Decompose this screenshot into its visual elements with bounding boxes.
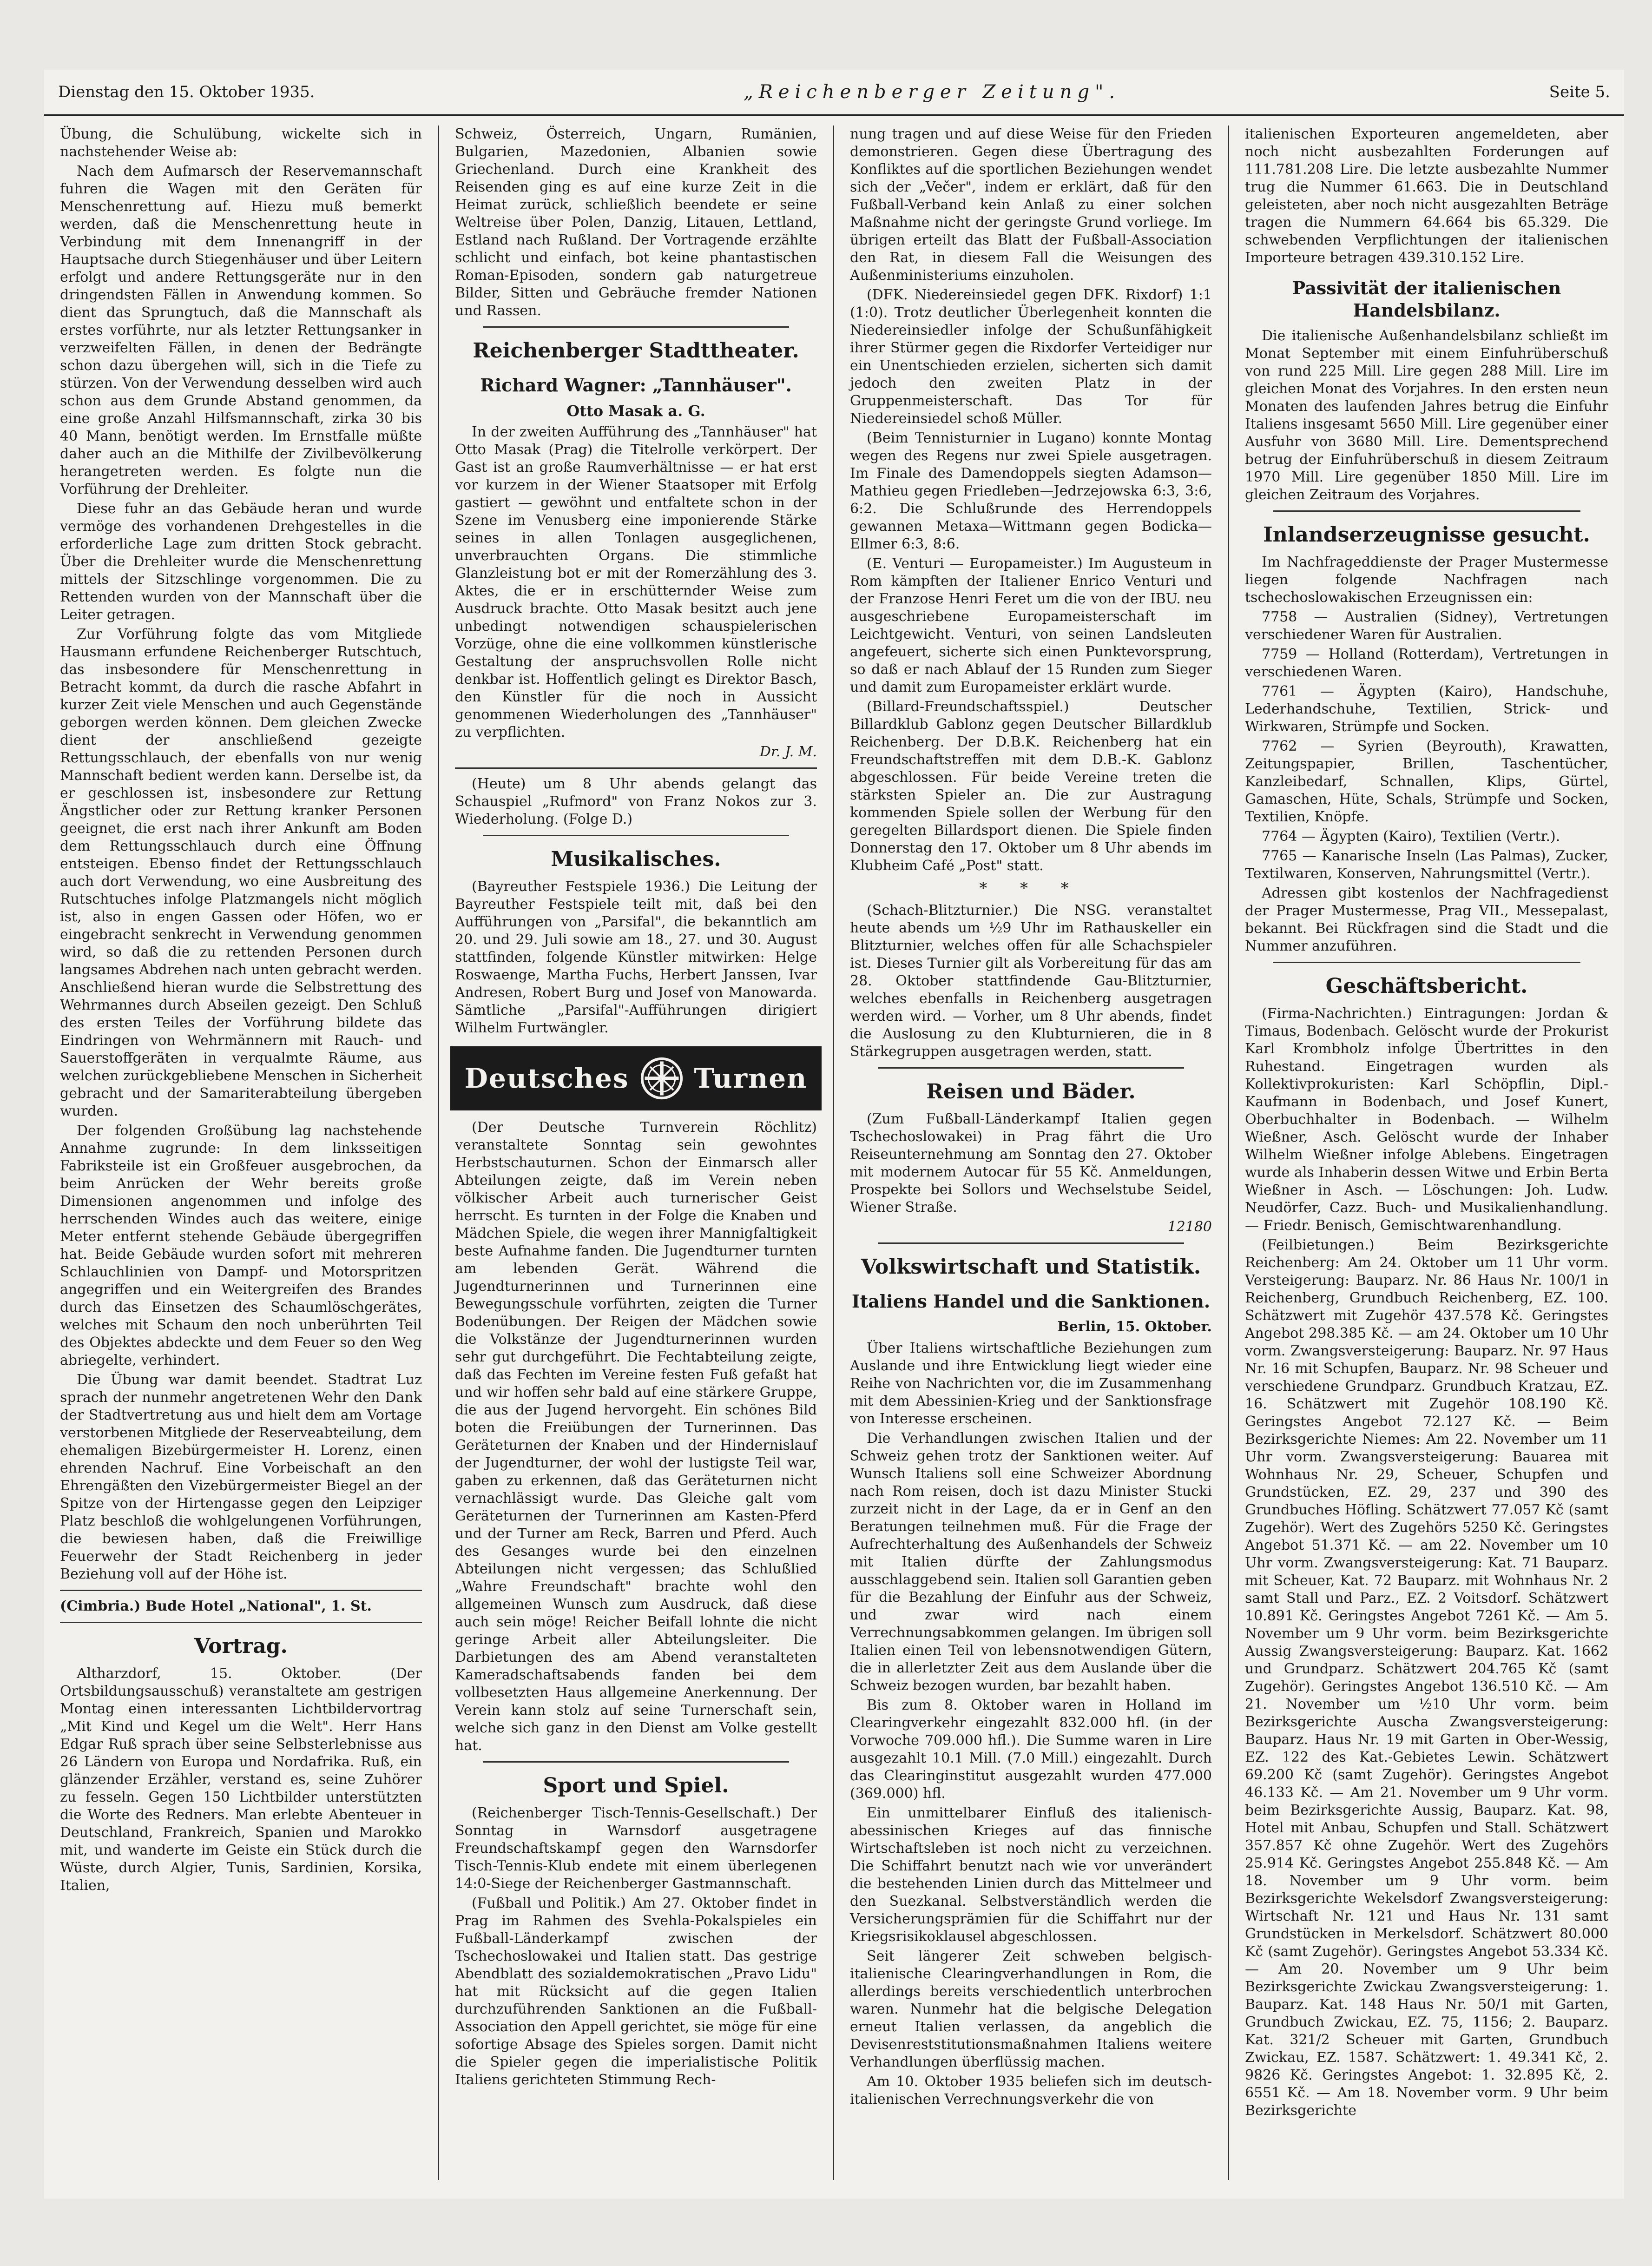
article-headline-passivitaet: Passivität der italienischen Handelsbilanz. [1292, 277, 1561, 321]
article-paragraph: (Heute) um 8 Uhr abends gelangt das Schauspiel „Rufmord" von Franz Nokos zur 3. Wiederholung. (Folge D.) [455, 776, 817, 827]
article-paragraph: nung tragen und auf diese Weise für den Frieden demonstrieren. Gegen diese Übertragung des Konfliktes auf die sportlichen Beziehungen wendet sich der „Večer", indem er erklärt, daß für den Fußball-Verband kein Anlaß zu einer solchen Maßnahme nicht der geringste Grund vorliege. Im übrigen erteilt das Blatt der Fußball-Association den Rat, in diesem Fall die Weisungen des Außenministeriums einzuholen. [850, 126, 1212, 284]
article-paragraph: (Beim Tennisturnier in Lugano) konnte Montag wegen des Regens nur zwei Spiele ausgetragen. Im Finale des Damendoppels siegten Adamson—Mathieu gegen Friedleben—Jedrzejowska 6:3, 3:6, 6:2. Die Schlußrunde des Herrendoppels gewannen Metaxa—Wittmann gegen Bodicka—Ellmer 6:3, 8:6. [850, 430, 1212, 552]
author-signature: Dr. J. M. [759, 744, 817, 760]
article-paragraph: (Billard-Freundschaftsspiel.) Deutscher Billardklub Gablonz gegen Deutscher Billardklub Reichenberg. Der D.B.K. Reichenberg hat ein Freundschaftstreffen mit dem D.B.-K. Gablonz abgeschlossen. Für beide Vereine treten die stärksten Spieler an. Die zur Austragung kommenden Spiele sollen der Werbung für den geregelten Billardsport dienen. Die Spiele finden Donnerstag den 17. Oktober um 8 Uhr abends im Klubheim Café „Post" statt. [850, 699, 1212, 874]
article-subheadline: Otto Masak a. G. [566, 402, 705, 420]
column-4 [1229, 126, 1624, 2180]
inquiry-item: 7764 — Ägypten (Kairo), Textilien (Vertr.). [1262, 828, 1560, 845]
article-paragraph: In der zweiten Aufführung des „Tannhäuser" hat Otto Masak (Prag) die Titelrolle verkörpert. Der Gast ist an große Raumverhältnisse — er hat erst vor kurzem in der Wiener Staatsoper mit Erfolg gastiert — gewöhnt und entfaltete schon in der Szene im Venusberg eine imponierende Stärke seines in allen Tonlagen ausgeglichenen, unverbrauchten Organs. Die stimmliche Glanzleistung bot er mit der Romerzählung des 3. Aktes, die er in erschütternder Weise zum Ausdruck brachte. Otto Masak besitzt auch jene unbedingt notwendigen schauspielerischen Vorzüge, ohne die eine vollkommen künstlerische Gestaltung der anspruchsvollen Rolle nicht denkbar ist. Hoffentlich gelingt es Direktor Basch, den Künstler für die noch in Aussicht genommenen Wiederholungen des „Tannhäuser" zu verpflichten. [455, 424, 817, 740]
article-paragraph: Übung, die Schulübung, wickelte sich in nachstehender Weise ab: [60, 126, 422, 160]
turner-cross-emblem-icon [639, 1056, 684, 1101]
article-paragraph: Die Übung war damit beendet. Stadtrat Luz sprach der nunmehr angetretenen Wehr den Dank der Stadtvertretung aus und hielt dem am Vortage verstorbenen Mitgliede der Reserveabteilung, dem ehemaligen Bizebürgermeister H. Lorenz, einen ehrenden Nachruf. Eine Vorbeischaft an den Ehrengäßten den Vizebürgermeister Biegel an der Spitze von der Hirtengasse gegen den Leipziger Platz beschloß die wohlgelungenen Vorführungen, die bewiesen haben, daß die Freiwillige Feuerwehr der Stadt Reichenberg in jeder Beziehung voll auf der Höhe ist. [60, 1372, 422, 1582]
article-headline-tannhaeuser: Richard Wagner: „Tannhäuser". [480, 375, 792, 396]
article-paragraph: (E. Venturi — Europameister.) Im Augusteum in Rom kämpften der Italiener Enrico Venturi und der Franzose Henri Feret um die von der IBU. neu ausgeschriebene Europameisterschaft im Leichtgewicht. Venturi, von seinen Landsleuten angefeuert, sicherte sich einen Punktevorsprung, so daß er nach Ablauf der 15 Runden zum Sieger und damit zum Europameister erklärt wurde. [850, 555, 1212, 695]
article-paragraph: Ein unmittelbarer Einfluß des italienisch-abessinischen Krieges auf das finnische Wirtschaftsleben ist noch nicht zu verzeichnen. Die Schiffahrt benutzt nach wie vor unverändert die bestehenden Linien durch das Mittelmeer und den Suezkanal. Selbstverständlich werden die Versicherungsprämien für die Schiffahrt nur der Kriegsrisikoklausel abgeschlossen. [850, 1805, 1212, 1945]
divider [60, 1622, 422, 1623]
article-paragraph: Bis zum 8. Oktober waren in Holland im Clearingverkehr eingezahlt 832.000 hfl. (in der Vorwoche 709.000 hfl.). Die Summe waren in Lire ausgezahlt 10.1 Mill. (7.0 Mill.) eingezahlt. Durch das Clearinginstitut ausgezahlt wurden 477.000 (369.000) hfl. [850, 1697, 1212, 1802]
section-heading-vortrag: Vortrag. [194, 1634, 288, 1658]
section-heading-reisen: Reisen und Bäder. [926, 1080, 1136, 1103]
article-paragraph: (DFK. Niedereinsiedel gegen DFK. Rixdorf) 1:1 (1:0). Trotz deutlicher Überlegenheit konnten die Niedereinsiedler infolge der Schußunfähigkeit ihrer Stürmer gegen die Rixdorfer Verteidiger nur ein Unentschieden erzielen, sicherten sich damit jedoch den zweiten Platz in der Gruppenmeisterschaft. Das Tor für Niedereinsiedel schoß Müller. [850, 287, 1212, 427]
article-paragraph: Altharzdorf, 15. Oktober. (Der Ortsbildungsausschuß) veranstaltete am gestrigen Montag einen interessanten Lichtbildervortrag „Mit Kind und Kegel um die Welt". Herr Hans Edgar Ruß sprach über seine Selbsterlebnisse aus 26 Ländern von Europa und Nordafrika. Ruß, ein glänzender Erzähler, verstand es, seine Zuhörer zu fesseln. Gegen 150 Lichtbilder unterstützten die Worte des Redners. Man erlebte Abenteuer in Deutschland, Frankreich, Spanien und Marokko mit, und wanderte im Geiste ein Stück durch die Wüste, durch Algier, Tunis, Sardinien, Korsika, Italien, [60, 1665, 422, 1894]
deutsches-turnen-banner [450, 1046, 822, 1110]
divider [1273, 962, 1580, 963]
article-paragraph: Über Italiens wirtschaftliche Beziehungen zum Auslande und ihre Entwicklung liegt wieder eine Reihe von Nachrichten vor, die im Zusammenhang mit dem Abessinien-Krieg und der Sanktionsfrage von Interesse erscheinen. [850, 1340, 1212, 1427]
article-paragraph: (Bayreuther Festspiele 1936.) Die Leitung der Bayreuther Festspiele teilt mit, daß bei den Aufführungen von „Parsifal", die bekanntlich am 20. und 29. Juli sowie am 18., 27. und 30. August stattfinden, folgende Künstler mitwirken: Helge Roswaenge, Martha Fuchs, Herbert Janssen, Ivar Andresen, Robert Burg und Josef von Manowarda. Sämtliche „Parsifal"-Aufführungen dirigiert Wilhelm Furtwängler. [455, 879, 817, 1036]
divider [878, 1242, 1184, 1244]
section-heading-musikalisches: Musikalisches. [551, 847, 721, 871]
article-paragraph: (Zum Fußball-Länderkampf Italien gegen Tschechoslowakei) in Prag fährt die Uro Reiseunternehmung am Sonntag den 27. Oktober mit modernem Autocar für 55 Kč. Anmeldungen, Prospekte bei Sollors und Wechselstube Seidel, Wiener Straße. [850, 1111, 1212, 1216]
article-paragraph: (Der Deutsche Turnverein Röchlitz) veranstaltete Sonntag sein gewohntes Herbstschauturnen. Schon der Einmarsch aller Abteilungen zeigte, daß im Verein neben völkischer Arbeit auch turnerischer Geist herrscht. Es turnten in der Folge die Knaben und Mädchen Spiele, die wegen ihrer Mannigfaltigkeit beste Aufnahme fanden. Die Jugendturner turnten am lebenden Gerät. Während die Jugendturnerinnen und Turnerinnen eine Bewegungsschule vorführten, zeigten die Turner Bodenübungen. Der Reigen der Mädchen sowie die Volkstänze der Jugendturnerinnen wurden sehr gut durchgeführt. Die Fechtabteilung zeigte, daß das Fechten im Vereine festen Fuß gefaßt hat und wir hoffen sehr bald auf eine stärkere Gruppe, die aus der Jugend hervorgeht. Ein schönes Bild boten die Freiübungen der Turnerinnen. Das Geräteturnen der Knaben und der Hindernislauf der Jugendturner, der wohl der lustigste Teil war, gaben zu erkennen, daß das Geräteturnen nicht vernachlässigt wurde. Das Gleiche galt vom Geräteturnen der Turnerinnen am Kasten-Pferd und der Turner am Reck, Barren und Pferd. Auch des Gesanges wurde bei den einzelnen Abteilungen nicht vergessen; das Schlußlied „Wahre Freundschaft" brachte wohl den allgemeinen Wunsch zum Ausdruck, daß diese auch sein möge! Reicher Beifall lohnte die nicht geringe Arbeit aller Abteilungsleiter. Die Darbietungen des am Abend veranstalteten Kameradschaftsabends fanden bei dem vollbesetzten Haus allgemeine Anerkennung. Der Verein kann stolz auf seine Turnerschaft sein, welche sich ganz in den Dienst am Volke gestellt hat. [455, 1119, 817, 1754]
inquiry-item: 7761 — Ägypten (Kairo), Handschuhe, Lederhandschuhe, Textilien, Strick- und Wirkwaren, Strümpfe und Socken. [1245, 683, 1608, 735]
column-1 [44, 126, 439, 2180]
section-heading-sport: Sport und Spiel. [543, 1774, 729, 1797]
article-paragraph: Der folgenden Großübung lag nachstehende Annahme zugrunde: In dem linksseitigen Fabriksteile ist ein Großfeuer ausgebrochen, da beim Anrücken der Wehr bereits große Dimensionen angenommen und infolge des herrschenden Windes auch das weitere, einige Meter entfernt stehende Gebäude übergegriffen hat. Beide Gebäude wurden sofort mit mehreren Schlauchlinien von Dampf- und Motorspritzen angegriffen und ein Weitergreifen des Brandes durch das Einsetzen des Schaumlöschgerätes, welches mit Schaum den noch unberührten Teil des Objektes abdeckte und dem Feuer so den Weg abriegelte, verhindert. [60, 1123, 422, 1368]
inquiry-item: 7765 — Kanarische Inseln (Las Palmas), Zucker, Textilwaren, Konserven, Nahrungsmittel (Vertr.). [1245, 848, 1608, 882]
inquiry-item: 7762 — Syrien (Beyrouth), Krawatten, Zeitungspapier, Brillen, Taschentücher, Kanzleibedarf, Schnallen, Klips, Gürtel, Gamaschen, Hüte, Schals, Strümpfe und Socken, Textilien, Knöpfe. [1245, 738, 1608, 825]
divider [60, 1590, 422, 1591]
column-3 [834, 126, 1229, 2180]
club-notice: (Cimbria.) Bude Hotel „National", 1. St. [60, 1598, 372, 1614]
divider [455, 767, 817, 769]
inquiry-item: 7758 — Australien (Sidney), Vertretungen verschiedener Waren für Australien. [1245, 609, 1608, 643]
article-paragraph: Diese fuhr an das Gebäude heran und wurde vermöge des vorhandenen Drehgestelles in die erforderliche Lage zum dritten Stock gebracht. Über die Drehleiter wurde die Menschenrettung mittels der Sitzschlinge vorgenommen. Die zu Rettenden wurden von der Mannschaft über die Leiter getragen. [60, 501, 422, 623]
article-paragraph: Im Nachfrageddienste der Prager Mustermesse liegen folgende Nachfragen nach tschechoslowakischen Erzeugnissen ein: [1245, 554, 1608, 606]
newspaper-title: „Reichenberger Zeitung". [744, 81, 1121, 103]
article-paragraph: Seit längerer Zeit schweben belgisch-italienische Clearingverhandlungen in Rom, die allerdings bereits verschiedentlich unterbrochen waren. Nunmehr hat die belgische Delegation erneut Italien verlassen, da angeblich die Devisenreststitutionsmaßnahmen Italiens weitere Verhandlungen überflüssig machen. [850, 1948, 1212, 2070]
divider [483, 835, 789, 836]
newspaper-page [44, 70, 1624, 2199]
dateline: Berlin, 15. Oktober. [1057, 1319, 1212, 1335]
masthead [44, 70, 1624, 116]
issue-date: Dienstag den 15. Oktober 1935. [58, 83, 315, 101]
banner-text-right: Turnen [694, 1063, 808, 1094]
article-paragraph: italienischen Exporteuren angemeldeten, aber noch nicht ausbezahlten Forderungen auf 111.781.208 Lire. Die letzte ausbezahlte Nummer trug die Nummer 61.663. Die in Deutschland geleisteten, aber noch nicht ausgezahlten Beträge tragen die Nummern 64.664 bis 65.329. Die schwebenden Verpflichtungen der italienischen Importeure betragen 439.310.152 Lire. [1245, 126, 1608, 266]
divider [878, 1067, 1184, 1069]
inquiry-item: 7759 — Holland (Rotterdam), Vertretungen in verschiedenen Waren. [1245, 646, 1608, 680]
article-paragraph: Zur Vorführung folgte das vom Mitgliede Hausmann erfundene Reichenberger Rutschtuch, das insbesondere für Menschenrettung in Betracht kommt, da durch die rasche Abfahrt in kurzer Zeit viele Menschen und auch Gegenstände geborgen werden können. Dem gleichen Zwecke dient der anschließend gezeigte Rettungsschlauch, der ebenfalls von nur wenig Mannschaft bedient werden kann. Derselbe ist, da er geschlossen ist, insbesondere zur Rettung Ängstlicher oder zur Rettung kranker Personen geeignet, die erst nach ihrer Ankunft am Boden dem Rettungsschlauch durch eine Öffnung entsteigen. Ebenso findet der Rettungsschlauch auch dort Verwendung, wo eine Ausbreitung des Rutschtuches infolge Platzmangels nicht möglich ist, also in engen Gassen oder Höfen, wo er eingebracht senkrecht in Verwendung genommen wird, so daß die zu rettenden Personen durch langsames Abdrehen nach unten gebracht werden. Anschließend hieran wurde die Selbstrettung des Wehrmannes durch Abseilen gezeigt. Den Schluß des ersten Teiles der Vorführung bildete das Eindringen von Wehrmännern mit Rauch- und Sauerstoffgeräten in verqualmte Räume, aus welchen zurückgebliebene Menschen in Sicherheit gebracht und der Samariterabteilung übergeben wurden. [60, 626, 422, 1119]
article-paragraph: Die Verhandlungen zwischen Italien und der Schweiz gehen trotz der Sanktionen weiter. Auf Wunsch Italiens soll eine Schweizer Abordnung nach Rom reisen, doch ist dazu Minister Stucki zurzeit nicht in der Lage, da er in Genf an den Beratungen teilnehmen muß. Für die Frage der Aufrechterhaltung des Außenhandels der Schweiz mit Italien dürfte der Zahlungsmodus ausschlaggebend sein. Italien soll Garantien geben für die Bezahlung der Einfuhr aus der Schweiz, und zwar wird nach einem Verrechnungsabkommen gelangen. Im übrigen soll Italien einen Teil von lebensnotwendigen Gütern, die in allerletzter Zeit aus dem Auslande über die Schweiz bezogen wurden, bar bezahlt haben. [850, 1430, 1212, 1694]
separator-stars: * * * [979, 879, 1083, 898]
article-paragraph: (Schach-Blitzturnier.) Die NSG. veranstaltet heute abends um ½9 Uhr im Rathauskeller ein Blitzturnier, welches offen für alle Schachspieler ist. Dieses Turnier gilt als Vorbereitung für das am 28. Oktober stattfindende Gau-Blitzturnier, welches ebenfalls in Reichenberg ausgetragen werden wird. — Vorher, um 8 Uhr abends, findet die Auslosung zu den Klubturnieren, die in 8 Stärkegruppen ausgetragen werden, statt. [850, 902, 1212, 1060]
article-paragraph: Am 10. Oktober 1935 beliefen sich im deutsch-italienischen Verrechnungsverkehr die von [850, 2074, 1212, 2107]
section-heading-stadttheater: Reichenberger Stadttheater. [473, 339, 799, 363]
article-paragraph: (Fußball und Politik.) Am 27. Oktober findet in Prag im Rahmen des Svehla-Pokalspieles ein Fußball-Länderkampf zwischen der Tschechoslowakei und Italien statt. Das gestrige Abendblatt des sozialdemokratischen „Pravo Lidu" hat mit Rücksicht auf die gegen Italien durchzuführenden Sanktionen an die Fußball-Association den Appell gerichtet, sie möge für eine sofortige Absage des Spieles sorgen. Damit nicht die Spieler gegen die imperialistische Politik Italiens gerichteten Stimmung Rech- [455, 1895, 817, 2088]
article-paragraph: Nach dem Aufmarsch der Reservemannschaft fuhren die Wagen mit den Geräten für Menschenrettung auf. Hiezu muß bemerkt werden, daß die Menschenrettung heute in Verbindung mit dem Innenangriff in der Hauptsache durch Stiegenhäuser und über Leitern erfolgt und andere Rettungsgeräte nur in den dringendsten Fällen in Anwendung kommen. So dient das Sprungtuch, daß die Mannschaft als erstes vorführte, nur als letzter Rettungsanker in verzweifelten Fällen, in denen der Bedrängte schon dazu übergehen will, sich in die Tiefe zu stürzen. Von der Verwendung desselben wird auch schon aus dem Grunde Abstand genommen, da eine große Anzahl Hilfsmannschaft, zirka 30 bis 40 Mann, benötigt werden. Im Ernstfalle müßte daher auch an die Mithilfe der Zivilbevölkerung herangetreten werden. Es folgte nun die Vorführung der Drehleiter. [60, 163, 422, 497]
divider [1273, 510, 1580, 512]
banner-text-left: Deutsches [464, 1063, 629, 1094]
divider [483, 326, 789, 328]
ad-number: 12180 [1167, 1219, 1212, 1235]
article-paragraph: (Reichenberger Tisch-Tennis-Gesellschaft.) Der Sonntag in Warnsdorf ausgetragene Freundschaftskampf gegen den Warnsdorfer Tisch-Tennis-Klub endete mit einem überlegenen 14:0-Siege der Reichenberger Gastmannschaft. [455, 1805, 817, 1892]
page-number: Seite 5. [1549, 83, 1610, 101]
section-heading-inlandserzeugnisse: Inlandserzeugnisse gesucht. [1263, 523, 1590, 547]
columns [44, 126, 1624, 2180]
article-paragraph: Schweiz, Österreich, Ungarn, Rumänien, Bulgarien, Mazedonien, Albanien sowie Griechenland. Durch eine Krankheit des Reisenden ging es auf eine kurze Zeit in die Heimat zurück, schließlich beendete er seine Weltreise über Polen, Danzig, Litauen, Lettland, Estland nach Rußland. Der Vortragende erzählte schlicht und einfach, bot keine phantastischen Roman-Episoden, sondern gab naturgetreue Bilder, Sitten und Gebräuche fremder Nationen und Rassen. [455, 126, 817, 319]
section-heading-geschaeftsbericht: Geschäftsbericht. [1325, 974, 1528, 998]
divider [483, 1761, 789, 1763]
article-headline-italiens-handel: Italiens Handel und die Sanktionen. [851, 1291, 1211, 1312]
article-paragraph: (Feilbietungen.) Beim Bezirksgerichte Reichenberg: Am 24. Oktober um 11 Uhr vorm. Versteigerung: Bauparz. Nr. 86 Haus Nr. 100/1 in Reichenberg, Grundbuch Reichenberg, EZ. 100. Schätzwert mit Zugehör 437.578 Kč. Geringstes Angebot 298.385 Kč. — am 24. Oktober um 10 Uhr vorm. Zwangsversteigerung: Bauparz. Nr. 97 Haus Nr. 16 mit Schupfen, Bauparz. Nr. 98 Scheuer und verschiedene Grundparz. Grundbuch Kratzau, EZ. 16. Schätzwert mit Zugehör 108.190 Kč. Geringstes Angebot 72.127 Kč. — Beim Bezirksgerichte Niemes: Am 22. November um 11 Uhr vorm. Zwangsversteigerung: Bauarea mit Wohnhaus Nr. 29, Scheuer, Schupfen und Grundstücken, EZ. 29, 237 und 390 des Grundbuches Höfling. Schätzwert 77.057 Kč (samt Zugehör). Wert des Zugehörs 5250 Kč. Geringstes Angebot 51.371 Kč. — am 22. November um 10 Uhr vorm. Zwangsversteigerung: Kat. 71 Bauparz. mit Scheuer, Kat. 72 Bauparz. mit Wohnhaus Nr. 2 samt Stall und Parz., EZ. 2 Voitsdorf. Schätzwert 10.891 Kč. Geringstes Angebot 7261 Kč. — Am 5. November um 9 Uhr vorm. beim Bezirksgerichte Aussig Zwangsversteigerung: Bauparz. Kat. 1662 und Grundparz. Schätzwert 204.765 Kč (samt Zugehör). Geringstes Angebot 136.510 Kč. — Am 21. November um ½10 Uhr vorm. beim Bezirksgerichte Auscha Zwangsversteigerung: Bauparz. Haus Nr. 19 mit Garten in Ober-Wessig, EZ. 122 des Kat.-Gebietes Lewin. Schätzwert 69.200 Kč (samt Zugehör). Geringstes Angebot 46.133 Kč. — Am 21. November um 9 Uhr vorm. beim Bezirksgerichte Aussig, Bauparz. Kat. 98, Hotel mit Anbau, Schupfen und Stall. Schätzwert 357.857 Kč ohne Zugehör. Wert des Zugehörs 25.914 Kč. Geringstes Angebot 255.848 Kč. — Am 18. November um 9 Uhr vorm. beim Bezirksgerichte Wekelsdorf Zwangsversteigerung: Wirtschaft Nr. 121 und Haus Nr. 131 samt Grundstücken in Merkelsdorf. Schätzwert 80.000 Kč (samt Zugehör). Geringstes Angebot 53.334 Kč. — Am 20. November um 9 Uhr beim Bezirksgerichte Zwickau Zwangsversteigerung: 1. Bauparz. Kat. 148 Haus Nr. 50/1 mit Garten, Grundbuch Zwickau, EZ. 75, 1156; 2. Bauparz. Kat. 321/2 Scheuer mit Garten, Grundbuch Zwickau, EZ. 1587. Schätzwert: 1. 49.341 Kč, 2. 9826 Kč. Geringstes Angebot: 1. 32.895 Kč, 2. 6551 Kč. — Am 18. November vorm. 9 Uhr beim Bezirksgerichte [1245, 1237, 1608, 2119]
column-2 [439, 126, 834, 2180]
article-paragraph: (Firma-Nachrichten.) Eintragungen: Jordan & Timaus, Bodenbach. Gelöscht wurde der Prokurist Karl Krombholz infolge Übertrittes in den Ruhestand. Eingetragen wurden als Kollektivprokuristen: Karl Schöpflin, Dipl.-Kaufmann in Bodenbach, und Josef Kunert, Oberbuchhalter in Bodenbach. — Wilhelm Wießner, Asch. Gelöscht wurde der Inhaber Wilhelm Wießner infolge Ablebens. Eingetragen wurde als Inhaberin dessen Witwe und Erbin Berta Wießner in Asch. — Löschungen: Joh. Ludw. Neudörfer, Cazz. Buch- und Musikalienhandlung. — Friedr. Benisch, Gemischtwarenhandlung. [1245, 1005, 1608, 1234]
article-paragraph: Adressen gibt kostenlos der Nachfragedienst der Prager Mustermesse, Prag VII., Messepalast, bekannt. Bei Rückfragen sind die Stadt und die Nummer anzuführen. [1245, 885, 1608, 954]
section-heading-volkswirtschaft: Volkswirtschaft und Statistik. [861, 1255, 1201, 1279]
article-paragraph: Die italienische Außenhandelsbilanz schließt im Monat September mit einem Einfuhrüberschuß von rund 225 Mill. Lire gegen 288 Mill. Lire im gleichen Monat des Vorjahres. In den ersten neun Monaten des laufenden Jahres betrug die Einfuhr Italiens insgesamt 5650 Mill. Lire gegenüber einer Ausfuhr von 3680 Mill. Lire. Dementsprechend betrug der Einfuhrüberschuß in diesem Zeitraum 1970 Mill. Lire gegenüber 1850 Mill. Lire im gleichen Zeitraum des Vorjahres. [1245, 328, 1608, 503]
